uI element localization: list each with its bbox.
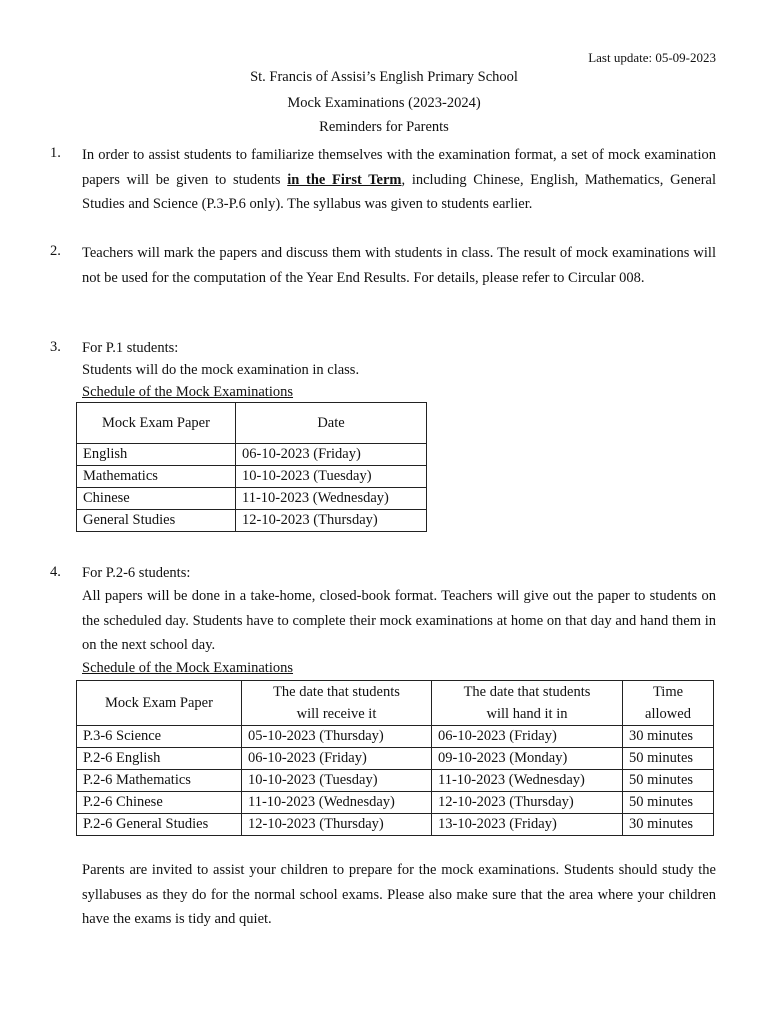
document-subtitle: Reminders for Parents [319, 119, 449, 135]
table-header: Mock Exam Paper [77, 403, 236, 444]
table-cell: P.2-6 General Studies [77, 814, 242, 836]
table-cell: P.2-6 Chinese [77, 792, 242, 814]
table-cell: General Studies [77, 510, 236, 532]
header-line: Mock Exam Paper [105, 695, 213, 711]
table-header-row [77, 681, 714, 726]
header-line: allowed [645, 706, 691, 722]
table-row [77, 726, 714, 748]
p26-schedule-table [76, 680, 714, 836]
table-cell: 10-10-2023 (Tuesday) [242, 770, 432, 792]
table-row [77, 444, 427, 466]
table-cell: Chinese [77, 488, 236, 510]
table-cell: 12-10-2023 (Thursday) [236, 510, 427, 532]
table-row [77, 466, 427, 488]
last-update: Last update: 05-09-2023 [588, 50, 716, 65]
table-cell: 11-10-2023 (Wednesday) [236, 488, 427, 510]
item-1-text-after: , including Chinese, English, Mathematics, General Studies and Science (P.3-P.6 only). The syllabus was given to students earlier. [82, 171, 717, 212]
item-2-number: 2. [50, 243, 61, 259]
item-3-number: 3. [50, 339, 61, 355]
item-3-heading: For P.1 students: [82, 340, 179, 356]
table-cell: P.2-6 English [77, 748, 242, 770]
table-cell: 13-10-2023 (Friday) [432, 814, 623, 836]
table-header [432, 681, 623, 726]
table-row [77, 748, 714, 770]
table-cell: P.3-6 Science [77, 726, 242, 748]
table-cell: 12-10-2023 (Thursday) [242, 814, 432, 836]
closing-paragraph: Parents are invited to assist your children to prepare for the mock examinations. Students should study the syllabuses as they do for the normal school exams. Please also make sure that the area where your children have the exams is tidy and quiet. [82, 862, 716, 927]
table-header [242, 681, 432, 726]
table-cell: P.2-6 Mathematics [77, 770, 242, 792]
table-cell: 50 minutes [623, 770, 714, 792]
item-4-schedule-title: Schedule of the Mock Examinations [82, 660, 294, 676]
table-cell: 30 minutes [623, 726, 714, 748]
item-3-line: Students will do the mock examination in class. [82, 362, 360, 378]
table-cell: English [77, 444, 236, 466]
table-cell: 12-10-2023 (Thursday) [432, 792, 623, 814]
table-row [77, 814, 714, 836]
table-row [77, 488, 427, 510]
table-header [623, 681, 714, 726]
header-line: will hand it in [486, 706, 568, 722]
item-4-number: 4. [50, 564, 61, 580]
table-cell: 11-10-2023 (Wednesday) [242, 792, 432, 814]
item-2-text: Teachers will mark the papers and discuss them with students in class. The result of mock examinations will not be used for the computation of the Year End Results. For details, please refer to Circular 008. [82, 245, 716, 286]
table-row [77, 792, 714, 814]
table-cell: 06-10-2023 (Friday) [242, 748, 432, 770]
table-row [77, 770, 714, 792]
table-header [77, 681, 242, 726]
table-header: Date [236, 403, 427, 444]
table-cell: 06-10-2023 (Friday) [236, 444, 427, 466]
item-1-emphasis: in the First Term [287, 171, 402, 188]
header-line: The date that students [273, 684, 400, 700]
table-header-row [77, 403, 427, 444]
table-cell: 09-10-2023 (Monday) [432, 748, 623, 770]
item-4-heading: For P.2-6 students: [82, 565, 191, 581]
item-1-text-before: In order to assist students to familiarize themselves with the examination format, a set of mock examination papers will be given to students [82, 147, 716, 188]
table-cell: 50 minutes [623, 748, 714, 770]
table-row [77, 510, 427, 532]
table-cell: 06-10-2023 (Friday) [432, 726, 623, 748]
item-3-schedule-title: Schedule of the Mock Examinations [82, 384, 294, 400]
school-name: St. Francis of Assisi’s English Primary School [250, 69, 518, 85]
item-4-text: All papers will be done in a take-home, closed-book format. Teachers will give out the paper to students on the scheduled day. Students have to complete their mock examinations at home on that day and hand them in on the next school day. [82, 588, 716, 653]
table-cell: 10-10-2023 (Tuesday) [236, 466, 427, 488]
table-cell: 11-10-2023 (Wednesday) [432, 770, 623, 792]
table-cell: 05-10-2023 (Thursday) [242, 726, 432, 748]
table-cell: 30 minutes [623, 814, 714, 836]
table-cell: Mathematics [77, 466, 236, 488]
item-1-number: 1. [50, 145, 61, 161]
header-line: Time [652, 684, 684, 700]
p1-schedule-table [76, 402, 427, 532]
document-title: Mock Examinations (2023-2024) [287, 95, 481, 111]
item-1-text [82, 143, 716, 217]
table-cell: 50 minutes [623, 792, 714, 814]
header-line: The date that students [463, 684, 591, 700]
header-line: will receive it [296, 706, 377, 722]
